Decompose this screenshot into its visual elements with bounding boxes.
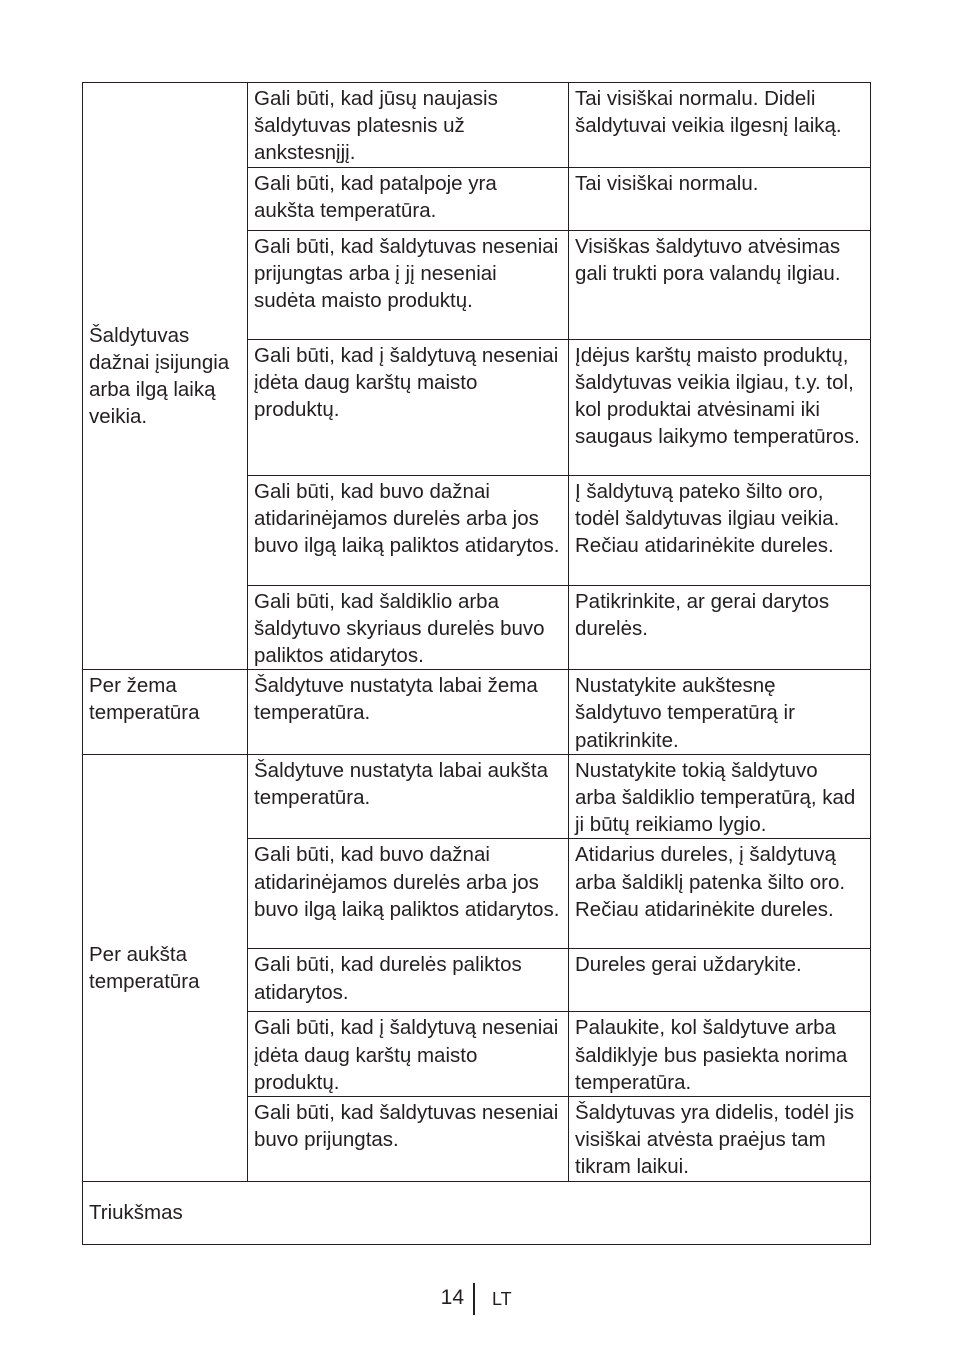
- footer-divider: [473, 1283, 475, 1315]
- cause-cell: Gali būti, kad šaldiklio arba šaldytuvo skyriaus durelės buvo paliktos atidarytos.: [248, 585, 569, 670]
- remedy-cell: Palaukite, kol šaldytuve arba šaldiklyje bus pasiekta norima temperatūra.: [569, 1012, 871, 1097]
- remedy-cell: Tai visiškai normalu. Dideli šaldytuvai veikia ilgesnį laiką.: [569, 83, 871, 168]
- remedy-cell: Visiškas šaldytuvo atvėsimas gali trukti pora valandų ilgiau.: [569, 230, 871, 339]
- table-row: [83, 83, 871, 168]
- cause-cell: Gali būti, kad į šaldytuvą neseniai įdėta daug karštų maisto produktų.: [248, 339, 569, 475]
- cause-cell: Gali būti, kad jūsų naujasis šaldytuvas platesnis už ankstesnįjį.: [248, 83, 569, 168]
- table-row: [83, 670, 871, 755]
- remedy-cell: Atidarius dureles, į šaldytuvą arba šaldiklį patenka šilto oro. Rečiau atidarinėkite dureles.: [569, 839, 871, 949]
- cause-cell: Gali būti, kad šaldytuvas neseniai prijungtas arba į jį neseniai sudėta maisto produktų.: [248, 230, 569, 339]
- page-footer: [0, 1283, 954, 1315]
- symptom-cell: Per aukšta temperatūra: [83, 754, 248, 1181]
- cause-cell: Gali būti, kad buvo dažnai atidarinėjamos durelės arba jos buvo ilgą laiką paliktos atidarytos.: [248, 839, 569, 949]
- cause-cell: Gali būti, kad šaldytuvas neseniai buvo prijungtas.: [248, 1097, 569, 1182]
- table-row: [83, 754, 871, 839]
- page-number: 14: [440, 1286, 464, 1309]
- cause-cell: Šaldytuve nustatyta labai žema temperatūra.: [248, 670, 569, 755]
- cause-cell: Gali būti, kad buvo dažnai atidarinėjamos durelės arba jos buvo ilgą laiką paliktos atidarytos.: [248, 475, 569, 585]
- troubleshooting-table: [82, 82, 871, 1245]
- cause-cell: Šaldytuve nustatyta labai aukšta temperatūra.: [248, 754, 569, 839]
- cause-cell: Gali būti, kad į šaldytuvą neseniai įdėta daug karštų maisto produktų.: [248, 1012, 569, 1097]
- remedy-cell: Patikrinkite, ar gerai darytos durelės.: [569, 585, 871, 670]
- language-code: LT: [492, 1289, 512, 1309]
- remedy-cell: Įdėjus karštų maisto produktų, šaldytuvas veikia ilgiau, t.y. tol, kol produktai atvėsinami iki saugaus laikymo temperatūros.: [569, 339, 871, 475]
- remedy-cell: Į šaldytuvą pateko šilto oro, todėl šaldytuvas ilgiau veikia. Rečiau atidarinėkite dureles.: [569, 475, 871, 585]
- cause-cell: Gali būti, kad durelės paliktos atidarytos.: [248, 949, 569, 1012]
- cause-cell: Gali būti, kad patalpoje yra aukšta temperatūra.: [248, 167, 569, 230]
- symptom-cell: Per žema temperatūra: [83, 670, 248, 755]
- remedy-cell: Šaldytuvas yra didelis, todėl jis visiškai atvėsta praėjus tam tikram laikui.: [569, 1097, 871, 1182]
- remedy-cell: Nustatykite tokią šaldytuvo arba šaldiklio temperatūrą, kad ji būtų reikiamo lygio.: [569, 754, 871, 839]
- noise-heading: Triukšmas: [83, 1181, 871, 1244]
- remedy-cell: Nustatykite aukštesnę šaldytuvo temperatūrą ir patikrinkite.: [569, 670, 871, 755]
- symptom-cell: Šaldytuvas dažnai įsijungia arba ilgą laiką veikia.: [83, 83, 248, 670]
- remedy-cell: Dureles gerai uždarykite.: [569, 949, 871, 1012]
- remedy-cell: Tai visiškai normalu.: [569, 167, 871, 230]
- table-row: [83, 1181, 871, 1244]
